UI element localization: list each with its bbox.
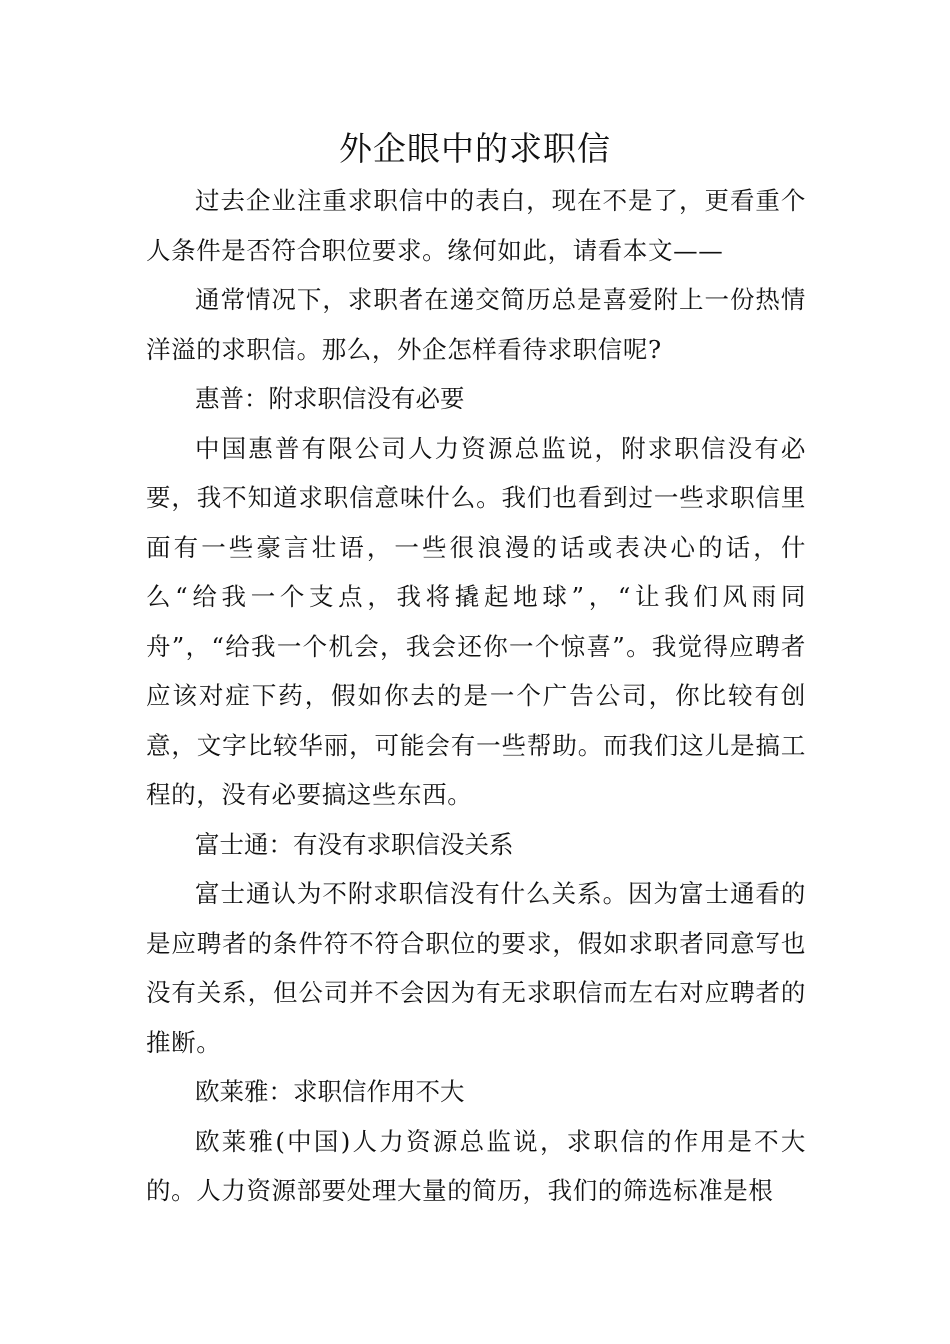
document-title: 外企眼中的求职信 <box>339 129 611 168</box>
loreal-heading: 欧莱雅：求职信作用不大 <box>195 1077 465 1106</box>
hp-paragraph: 中国惠普有限公司人力资源总监说，附求职信没有必要，我不知道求职信意味什么。我们也看到过一些求职信里面有一些豪言壮语，一些很浪漫的话或表决心的话，什么“给我一个支点，我将撬起地球”，“让我们风雨同舟”，“给我一个机会，我会还你一个惊喜”。我觉得应聘者应该对症下药，假如你去的是一个广告公司，你比较有创意，文字比较华丽，可能会有一些帮助。而我们这儿是搞工程的，没有必要搞这些东西。 <box>146 433 806 809</box>
hp-heading: 惠普：附求职信没有必要 <box>195 384 465 413</box>
intro-paragraph: 过去企业注重求职信中的表白，现在不是了，更看重个人条件是否符合职位要求。缘何如此，请看本文—— <box>146 186 806 265</box>
fujitsu-paragraph: 富士通认为不附求职信没有什么关系。因为富士通看的是应聘者的条件符不符合职位的要求，假如求职者同意写也没有关系，但公司并不会因为有无求职信而左右对应聘者的推断。 <box>146 879 806 1057</box>
loreal-paragraph: 欧莱雅(中国)人力资源总监说，求职信的作用是不大的。人力资源部要处理大量的简历，我们的筛选标准是根 <box>146 1126 806 1205</box>
opening-paragraph: 通常情况下，求职者在递交简历总是喜爱附上一份热情洋溢的求职信。那么，外企怎样看待求职信呢? <box>146 285 806 364</box>
document-body <box>146 176 806 1216</box>
fujitsu-heading: 富士通：有没有求职信没关系 <box>195 829 514 859</box>
